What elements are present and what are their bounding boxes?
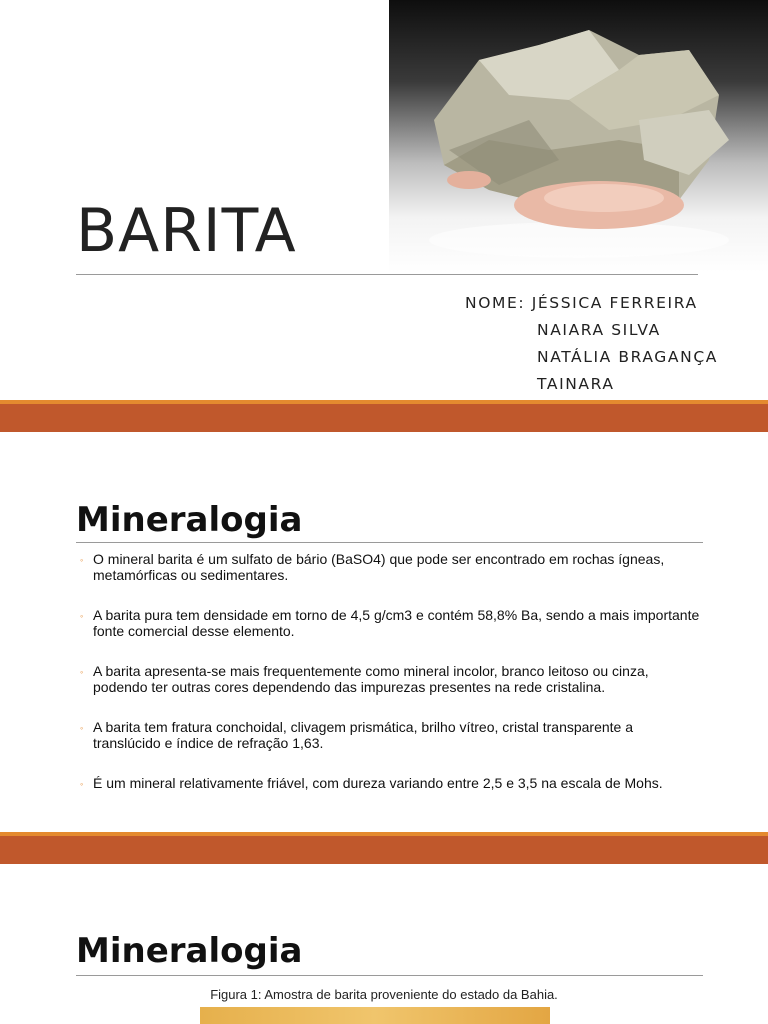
- list-item: [80, 663, 700, 719]
- bullet-text: O mineral barita é um sulfato de bário (BaSO4) que pode ser encontrado em rochas ígneas, metamórficas ou sedimentares.: [93, 551, 665, 583]
- list-item: [80, 775, 700, 831]
- bullet-text: A barita pura tem densidade em torno de 4,5 g/cm3 e contém 58,8% Ba, sendo a mais importante fonte comercial desse elemento.: [93, 607, 700, 639]
- slide-mineralogia-figure: [0, 864, 768, 1024]
- list-item: [80, 551, 700, 607]
- slide-separator: [0, 400, 768, 432]
- slide-heading: Mineralogia: [76, 931, 303, 971]
- figure-caption: Figura 1: Amostra de barita proveniente do estado da Bahia.: [210, 987, 558, 1002]
- author-name: NAIARA SILVA: [537, 321, 661, 339]
- author-name: NATÁLIA BRAGANÇA: [537, 348, 718, 366]
- barite-mineral-photo: [389, 0, 768, 272]
- author-names: [465, 290, 718, 398]
- bullet-icon: ◦: [80, 779, 84, 789]
- bullet-text: A barita tem fratura conchoidal, clivagem prismática, brilho vítreo, cristal transparente a translúcido e índice de refração 1,63.: [93, 719, 634, 751]
- page-title: BARITA: [76, 196, 297, 266]
- slide-title: [0, 0, 768, 400]
- names-label: NOME:: [465, 294, 526, 312]
- author-name: TAINARA: [537, 375, 615, 393]
- heading-divider: [76, 975, 703, 976]
- bullet-icon: ◦: [80, 555, 84, 565]
- title-divider: [76, 274, 698, 275]
- heading-divider: [76, 542, 703, 543]
- figure-image: [200, 1007, 550, 1024]
- bullet-icon: ◦: [80, 667, 84, 677]
- bullet-list: [80, 551, 700, 831]
- slide-heading: Mineralogia: [76, 500, 303, 540]
- author-row-1: [465, 290, 718, 317]
- list-item: [80, 607, 700, 663]
- slide-mineralogia: [0, 432, 768, 832]
- list-item: [80, 719, 700, 775]
- barite-crystal-illustration: [389, 0, 768, 272]
- bullet-text: A barita apresenta-se mais frequentemente como mineral incolor, branco leitoso ou cinza, podendo ter outras cores dependendo das impurezas presentes na rede cristalina.: [93, 663, 649, 695]
- bullet-text: É um mineral relativamente friável, com dureza variando entre 2,5 e 3,5 na escala de Mohs.: [93, 775, 663, 791]
- bullet-icon: ◦: [80, 723, 84, 733]
- author-name: JÉSSICA FERREIRA: [531, 294, 698, 312]
- bullet-icon: ◦: [80, 611, 84, 621]
- slide-separator: [0, 832, 768, 864]
